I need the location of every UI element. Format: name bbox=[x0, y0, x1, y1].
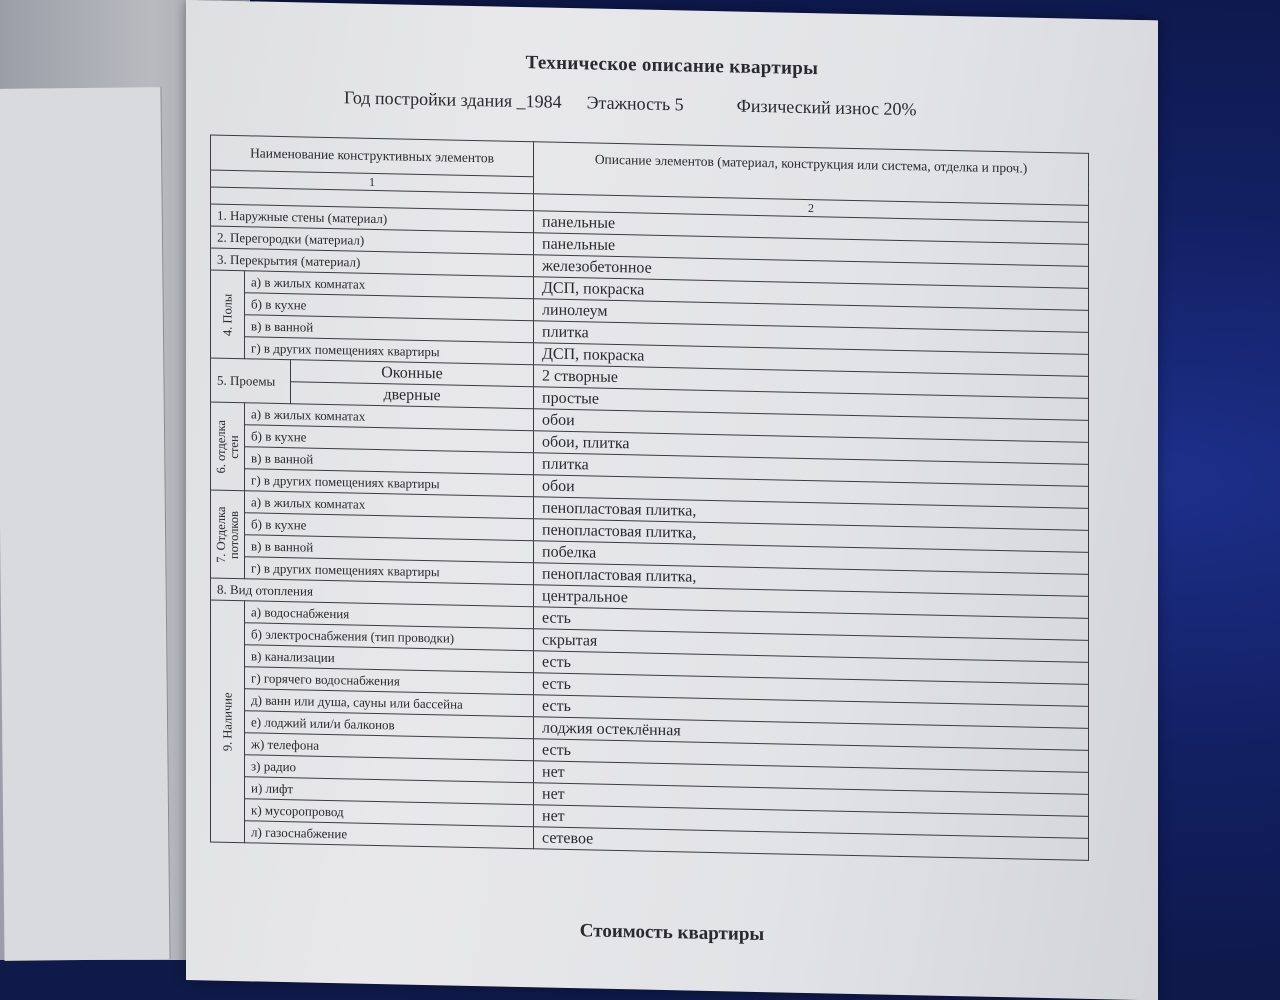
table-row: г) в других помещениях квартиры ДСП, покраска bbox=[211, 336, 1089, 376]
page-title: Техническое описание квартиры bbox=[525, 52, 819, 80]
table-row: б) электроснабжения (тип проводки) скрытая bbox=[211, 622, 1089, 662]
col2-number: 2 bbox=[534, 194, 1089, 223]
technical-description-table bbox=[210, 135, 1089, 861]
building-info bbox=[344, 87, 917, 120]
table-row: 4. Полы а) в жилых комнатах ДСП, покраска bbox=[211, 270, 1089, 310]
floors-group-label: 4. Полы bbox=[211, 270, 245, 359]
left-sheet bbox=[0, 87, 171, 961]
col1-number: 1 bbox=[211, 170, 534, 194]
table-row: в) в ванной побелка bbox=[211, 534, 1089, 574]
table-row: г) в других помещениях квартиры пенопластовая плитка, bbox=[211, 556, 1089, 596]
table-row: и) лифт нет bbox=[211, 776, 1089, 816]
col2-header: Описание элементов (материал, конструкция или система, отделка и проч.) bbox=[534, 142, 1089, 206]
table-row: 7. Отделка потолков а) в жилых комнатах пенопластовая плитка, bbox=[211, 490, 1089, 530]
table-row: г) в других помещениях квартиры обои bbox=[211, 468, 1089, 508]
table-row: г) горячего водоснабжения есть bbox=[211, 666, 1089, 706]
floor-count: Этажность 5 bbox=[586, 92, 684, 115]
table-row: 1. Наружные стены (материал) панельные bbox=[211, 204, 1089, 244]
openings-group-label: 5. Проемы bbox=[211, 358, 291, 404]
table-row: в) в ванной плитка bbox=[211, 446, 1089, 486]
table-row: б) в кухне пенопластовая плитка, bbox=[211, 512, 1089, 552]
table-row: к) мусоропровод нет bbox=[211, 798, 1089, 838]
table-row: ж) телефона есть bbox=[211, 732, 1089, 772]
col1-header: Наименование конструктивных элементов bbox=[211, 135, 534, 177]
table-row: в) в ванной плитка bbox=[211, 314, 1089, 354]
table-row: в) канализации есть bbox=[211, 644, 1089, 684]
table-row: 5. Проемы Оконные 2 створные bbox=[211, 358, 1089, 398]
table-row: 8. Вид отопления центральное bbox=[211, 578, 1089, 618]
table-row: б) в кухне обои, плитка bbox=[211, 424, 1089, 464]
physical-wear: Физический износ 20% bbox=[736, 95, 917, 120]
table-row: 9. Наличие а) водоснабжения есть bbox=[211, 600, 1089, 640]
walls-group-label: 6. отделка стен bbox=[211, 402, 245, 491]
cost-section-title: Стоимость квартиры bbox=[579, 920, 765, 946]
table-row: д) ванн или душа, сауны или бассейна есть bbox=[211, 688, 1089, 728]
table-row: 6. отделка стен а) в жилых комнатах обои bbox=[211, 402, 1089, 442]
document-page bbox=[186, 0, 1158, 1000]
ceilings-group-label: 7. Отделка потолков bbox=[211, 490, 245, 579]
table-row: 2. Перегородки (материал) панельные bbox=[211, 226, 1089, 266]
year-built: Год постройки здания _1984 bbox=[344, 87, 562, 112]
presence-group-label: 9. Наличие bbox=[211, 600, 245, 843]
table-row: дверные простые bbox=[211, 380, 1089, 420]
table-row: з) радио нет bbox=[211, 754, 1089, 794]
table-row: л) газоснабжение сетевое bbox=[211, 820, 1089, 860]
table-row: б) в кухне линолеум bbox=[211, 292, 1089, 332]
table-row: 3. Перекрытия (материал) железобетонное bbox=[211, 248, 1089, 288]
table-row: е) лоджий или/и балконов лоджия остеклённая bbox=[211, 710, 1089, 750]
